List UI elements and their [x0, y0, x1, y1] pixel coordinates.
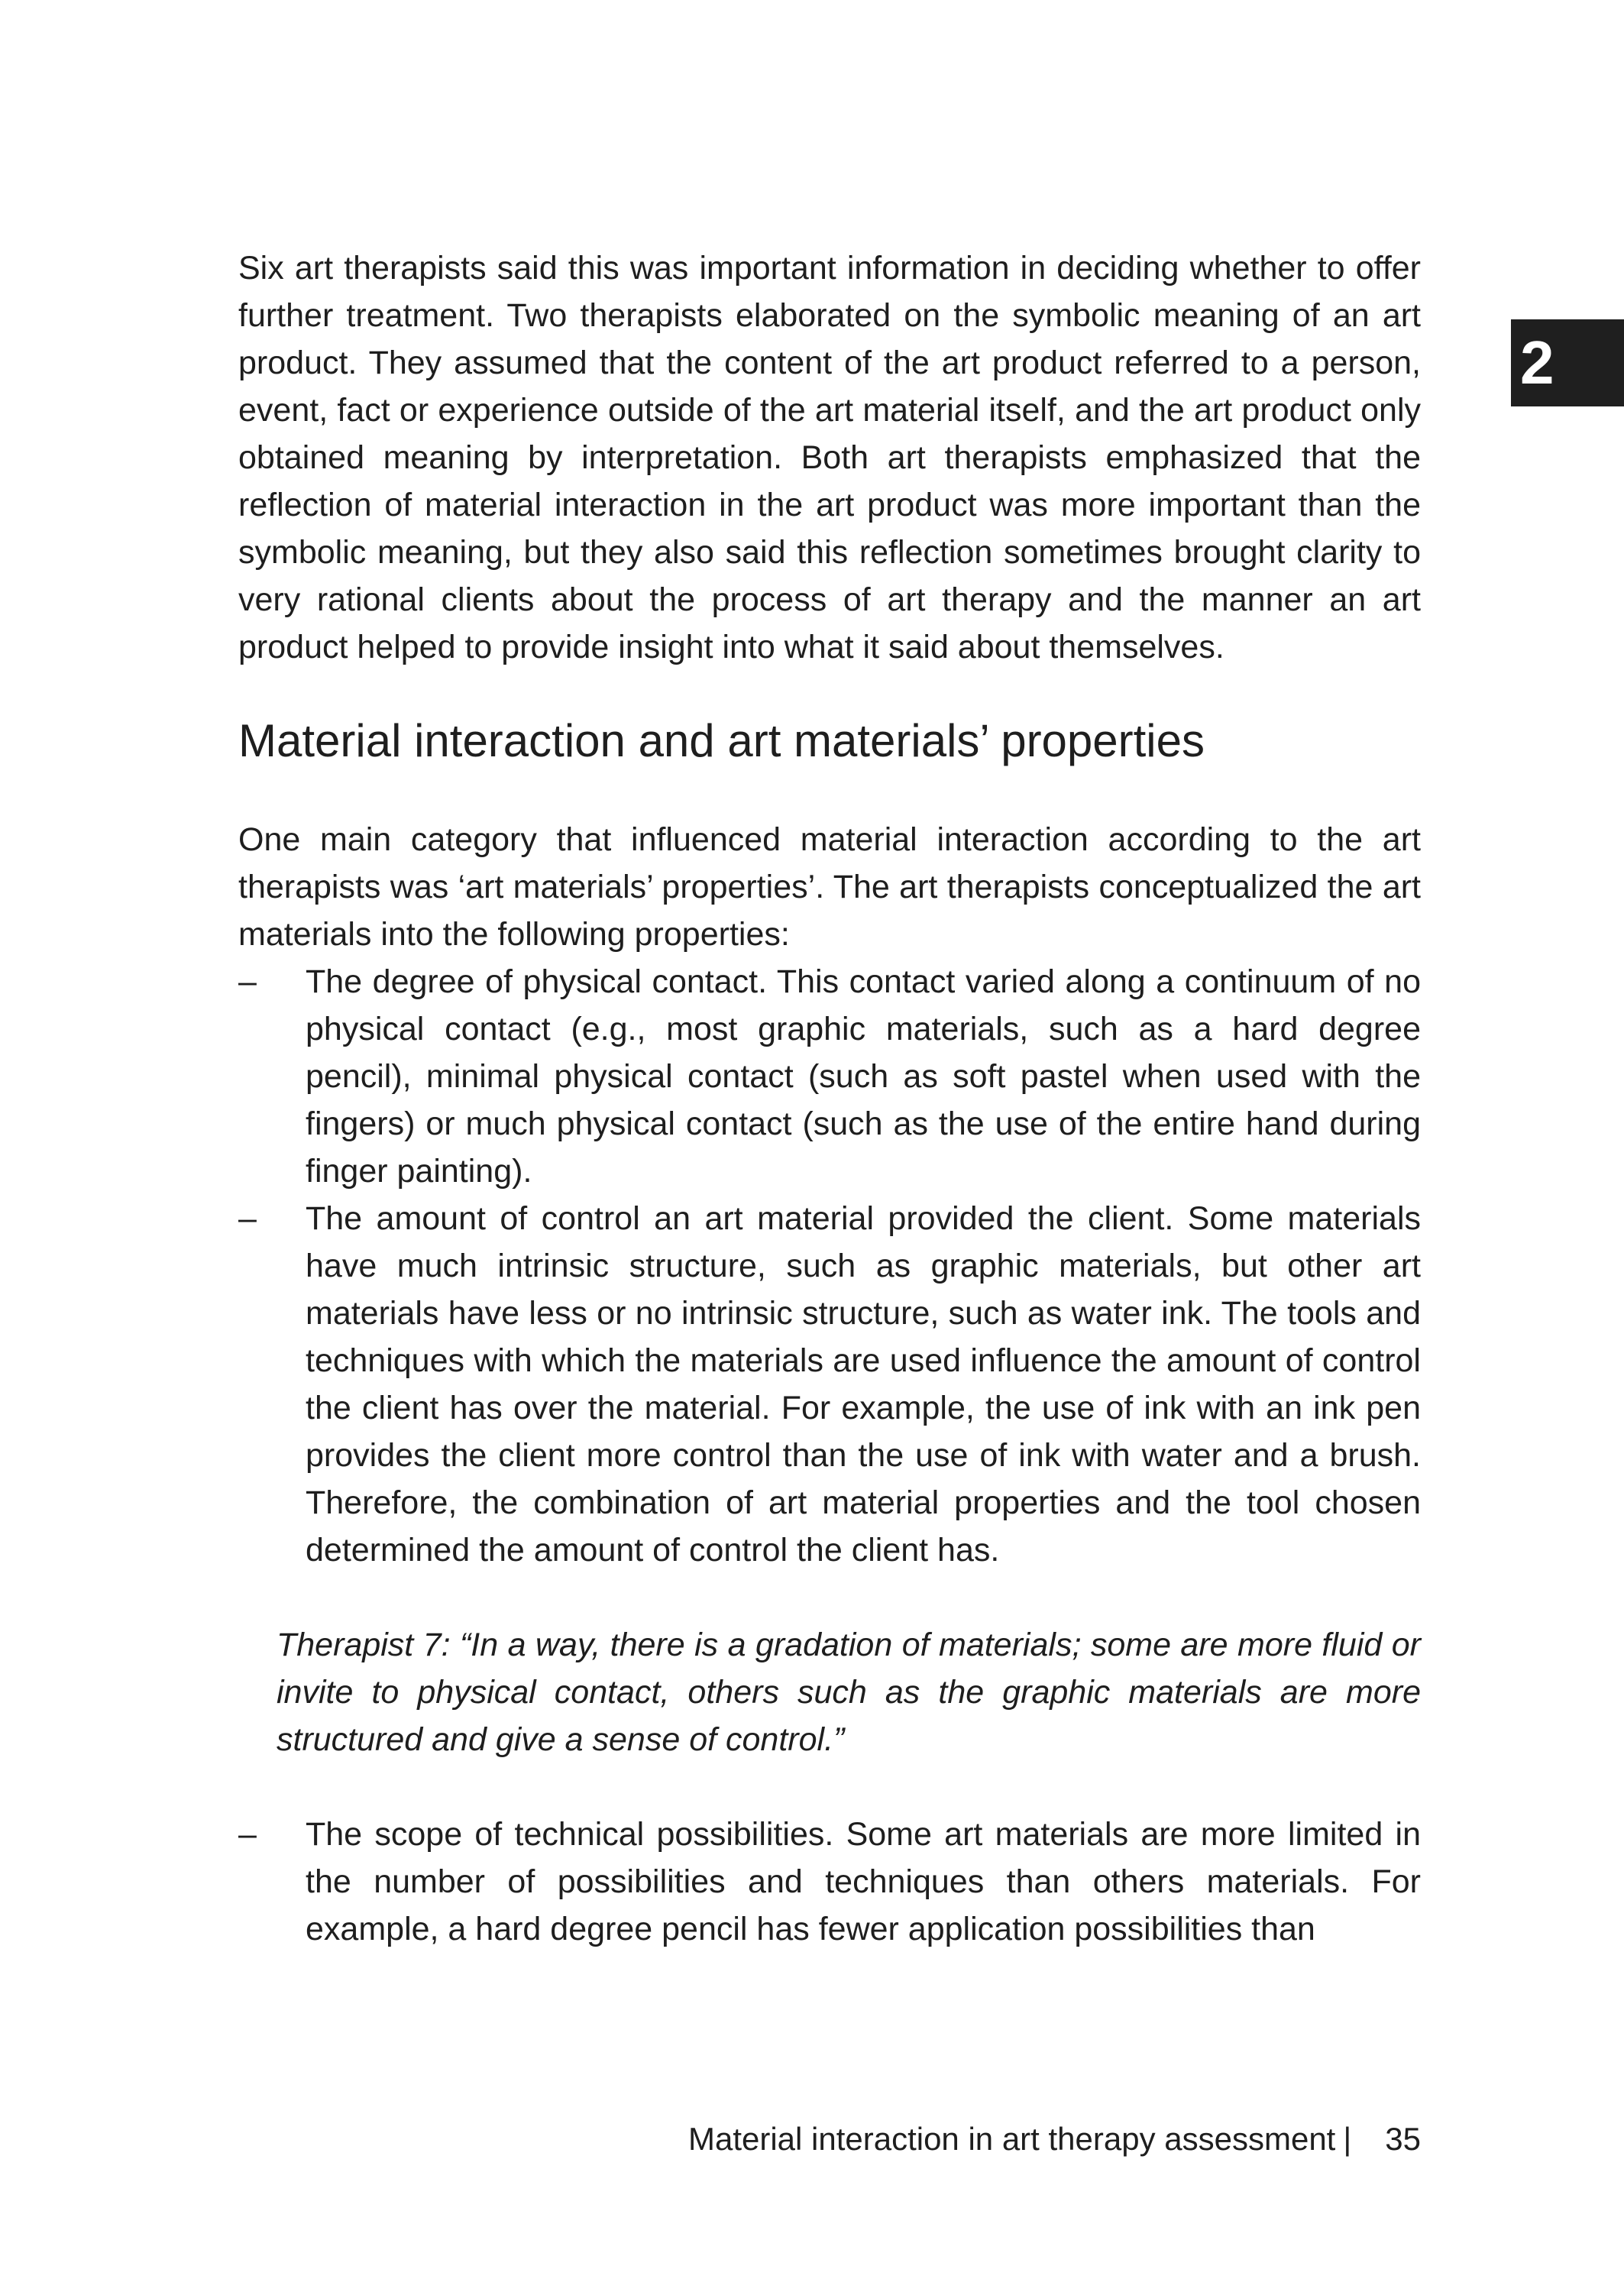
page-number: 35	[1385, 2121, 1421, 2157]
footer-separator: |	[1343, 2121, 1352, 2157]
list-dash: –	[238, 1816, 257, 1853]
list-item-text: The amount of control an art material provided the client. Some materials have much intrinsic structure, such as graphic materials, but other art materials have less or no intrinsic structure, such as water ink. The tools and techniques with which the materials are used influence the amount of control the client has over the material. For example, the use of ink with an ink pen provides the client more control than the use of ink with water and a brush. Therefore, the combination of art material properties and the tool chosen determined the amount of control the client has.	[306, 1200, 1421, 1568]
properties-list-continued	[238, 1811, 1421, 1953]
page-footer	[0, 2116, 1421, 2162]
list-item	[238, 1811, 1421, 1953]
chapter-tab: 2	[1511, 319, 1624, 406]
main-content	[238, 244, 1421, 1953]
list-item	[238, 1195, 1421, 1574]
intro-paragraph: Six art therapists said this was important information in deciding whether to offer further treatment. Two therapists elaborated on the symbolic meaning of an art product. They assumed that the content of the art product referred to a person, event, fact or experience outside of the art material itself, and the art product only obtained meaning by interpretation. Both art therapists emphasized that the reflection of material interaction in the art product was more important than the symbolic meaning, but they also said this reflection sometimes brought clarity to very rational clients about the process of art therapy and the manner an art product helped to provide insight into what it said about themselves.	[238, 250, 1421, 665]
properties-list	[238, 958, 1421, 1574]
section-heading: Material interaction and art materials’ properties	[238, 715, 1205, 766]
therapist-quote: Therapist 7: “In a way, there is a gradation of materials; some are more fluid or invite to physical contact, others such as the graphic materials are more structured and give a sense of control.”	[277, 1627, 1421, 1758]
list-item	[238, 958, 1421, 1195]
list-item-text: The degree of physical contact. This contact varied along a continuum of no physical contact (e.g., most graphic materials, such as a hard degree pencil), minimal physical contact (such as soft pastel when used with the fingers) or much physical contact (such as the use of the entire hand during finger painting).	[306, 963, 1421, 1190]
list-item-text: The scope of technical possibilities. Some art materials are more limited in the number of possibilities and techniques than others materials. For example, a hard degree pencil has fewer application possibilities than	[306, 1816, 1421, 1947]
list-dash: –	[238, 963, 257, 1000]
list-dash: –	[238, 1200, 257, 1237]
running-title: Material interaction in art therapy assessment	[687, 2121, 1336, 2157]
category-intro-paragraph: One main category that influenced material interaction according to the art therapists was ‘art materials’ properties’. The art therapists conceptualized the art materials into the following properties:	[238, 821, 1421, 953]
